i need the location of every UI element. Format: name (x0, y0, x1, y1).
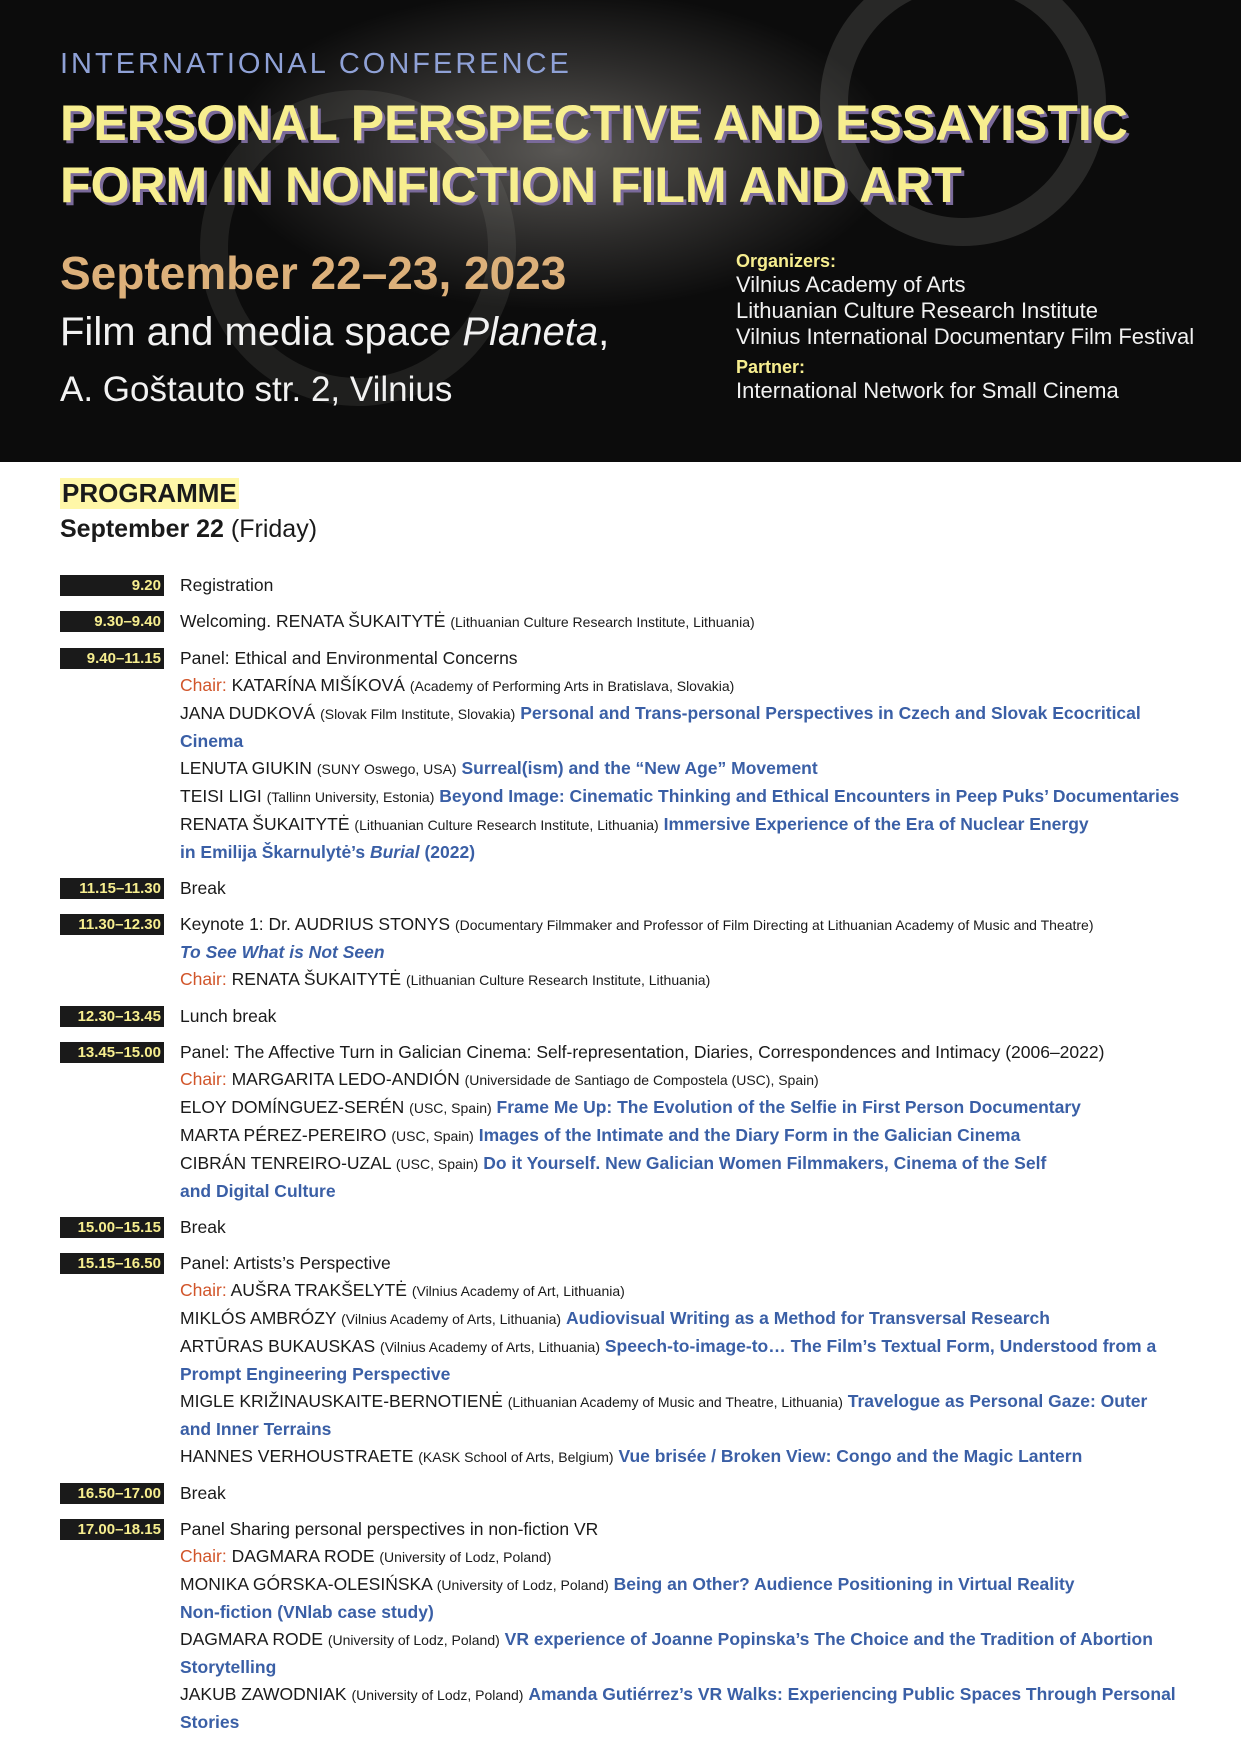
session-title-line (180, 1039, 1190, 1066)
session-row (60, 608, 1210, 636)
session-row (60, 572, 1210, 599)
speaker-affiliation: (Vilnius Academy of Arts, Lithuania) (341, 1311, 562, 1327)
session-content (180, 911, 1190, 994)
talk-item (180, 1571, 1190, 1599)
session-content (180, 1039, 1190, 1205)
chair-affiliation: (Lithuanian Culture Research Institute, Lithuania) (405, 972, 711, 988)
session-affiliation: (Documentary Filmmaker and Professor of Film Directing at Lithuanian Academy of Music and Theatre) (454, 917, 1094, 933)
session-time: 17.00–18.15 (60, 1519, 164, 1540)
session-time: 9.20 (60, 575, 164, 596)
session-time: 13.45–15.00 (60, 1042, 164, 1063)
session-row (60, 645, 1210, 866)
chair-name: RENATA ŠUKAITYTĖ (231, 969, 402, 989)
speaker-affiliation: (Vilnius Academy of Arts, Lithuania) (380, 1339, 600, 1355)
talk-item (180, 1122, 1190, 1150)
talk-title: Being an Other? Audience Positioning in Virtual Reality (613, 1574, 1075, 1594)
talk-item (180, 1333, 1190, 1361)
talk-title: Amanda Gutiérrez’s VR Walks: Experiencing Public Spaces Through Personal Stories (180, 1684, 1176, 1732)
talk-title: Do it Yourself. New Galician Women Filmmakers, Cinema of the Self (483, 1153, 1047, 1173)
session-content (180, 572, 1190, 599)
speaker-affiliation: (USC, Spain) (391, 1128, 474, 1144)
session-title-line (180, 608, 1190, 636)
session-title-line (180, 1214, 1190, 1241)
chair-affiliation: (Universidade de Santiago de Compostela (USC), Spain) (464, 1072, 819, 1088)
talk-title-part: and Digital Culture (180, 1181, 336, 1201)
session-row (60, 1250, 1210, 1471)
session-title: Welcoming. RENATA ŠUKAITYTĖ (180, 611, 446, 631)
chair-label: Chair: (180, 969, 227, 989)
speaker-name: DAGMARA RODE (180, 1629, 323, 1649)
talk-title: Audiovisual Writing as a Method for Transversal Research (565, 1308, 1050, 1328)
session-content (180, 1480, 1190, 1507)
header-banner (0, 0, 1241, 462)
organizers-label: Organizers: (736, 251, 837, 271)
talk-title-part: Non-fiction (VNlab case study) (180, 1602, 434, 1622)
chair-label: Chair: (180, 1069, 227, 1089)
session-title: Keynote 1: Dr. AUDRIUS STONYS (180, 914, 451, 934)
session-title: Break (180, 1217, 226, 1237)
talk-title-continued (180, 1654, 1190, 1681)
speaker-name: RENATA ŠUKAITYTĖ (180, 814, 350, 834)
session-time: 9.30–9.40 (60, 611, 164, 632)
session-title: Panel: Artists’s Perspective (180, 1253, 391, 1273)
speaker-affiliation: (USC, Spain) (395, 1156, 479, 1172)
chair-affiliation: (University of Lodz, Poland) (379, 1549, 552, 1565)
organizer: Vilnius Academy of Arts (736, 272, 966, 297)
session-affiliation: (Lithuanian Culture Research Institute, Lithuania) (450, 614, 755, 630)
session-title-line (180, 1516, 1190, 1543)
speaker-name: ELOY DOMÍNGUEZ-SERÉN (180, 1097, 405, 1117)
organizers-block (736, 250, 1194, 404)
talk-title: Surreal(ism) and the “New Age” Movement (461, 758, 818, 778)
talk-title-italic: Burial (369, 842, 420, 862)
chair-line (180, 1066, 1190, 1094)
speaker-affiliation: (University of Lodz, Poland) (436, 1577, 609, 1593)
session-content (180, 1516, 1190, 1736)
session-title-line (180, 1003, 1190, 1030)
talk-title-continued (180, 839, 1190, 866)
talk-title-continued (180, 1416, 1190, 1443)
session-content (180, 1003, 1190, 1030)
talk-item (180, 1443, 1190, 1471)
speaker-affiliation: (USC, Spain) (409, 1100, 492, 1116)
talk-title: Frame Me Up: The Evolution of the Selfie in First Person Documentary (496, 1097, 1081, 1117)
organizer: Lithuanian Culture Research Institute (736, 298, 1098, 323)
organizer: Vilnius International Documentary Film Festival (736, 324, 1195, 349)
chair-line (180, 672, 1190, 700)
talk-item (180, 1094, 1190, 1122)
chair-name: AUŠRA TRAKŠELYTĖ (230, 1280, 407, 1300)
speaker-affiliation: (Lithuanian Academy of Music and Theatre, Lithuania) (507, 1394, 843, 1410)
speaker-name: TEISI LIGI (180, 786, 262, 806)
conference-date: September 22–23, 2023 (60, 247, 567, 299)
speaker-name: JANA DUDKOVÁ (180, 703, 316, 723)
session-time: 11.30–12.30 (60, 914, 164, 935)
speaker-affiliation: (Lithuanian Culture Research Institute, Lithuania) (354, 817, 659, 833)
session-row (60, 1516, 1210, 1736)
speaker-name: MIGLE KRIŽINAUSKAITE-BERNOTIENĖ (180, 1391, 503, 1411)
partner: International Network for Small Cinema (736, 378, 1119, 403)
talk-item (180, 783, 1190, 811)
talk-item (180, 1388, 1190, 1416)
speaker-name: MONIKA GÓRSKA-OLESIŃSKA (180, 1574, 432, 1594)
session-title: Panel: Ethical and Environmental Concerns (180, 648, 518, 668)
chair-line (180, 966, 1190, 994)
chair-line (180, 1543, 1190, 1571)
session-content (180, 608, 1190, 636)
talk-item (180, 1681, 1190, 1736)
chair-label: Chair: (180, 675, 227, 695)
conference-kicker: INTERNATIONAL CONFERENCE (60, 48, 572, 80)
speaker-name: JAKUB ZAWODNIAK (180, 1684, 347, 1704)
speaker-name: LENUTA GIUKIN (180, 758, 312, 778)
session-content (180, 1250, 1190, 1471)
talk-title-part: and Inner Terrains (180, 1419, 332, 1439)
chair-affiliation: (Vilnius Academy of Art, Lithuania) (411, 1283, 625, 1299)
talk-item (180, 1305, 1190, 1333)
chair-label: Chair: (180, 1546, 227, 1566)
talk-item (180, 700, 1190, 755)
talk-item (180, 1150, 1190, 1178)
talk-item (180, 755, 1190, 783)
talk-title: Beyond Image: Cinematic Thinking and Ethical Encounters in Peep Puks’ Documentaries (439, 786, 1180, 806)
session-title: Break (180, 878, 226, 898)
keynote-title: To See What is Not Seen (180, 942, 385, 962)
speaker-name: ARTŪRAS BUKAUSKAS (180, 1336, 376, 1356)
chair-affiliation: (Academy of Performing Arts in Bratislava, Slovakia) (409, 678, 735, 694)
chair-name: MARGARITA LEDO-ANDIÓN (231, 1069, 460, 1089)
partner-label: Partner: (736, 357, 806, 377)
session-row (60, 1039, 1210, 1205)
session-time: 9.40–11.15 (60, 648, 164, 669)
speaker-affiliation: (University of Lodz, Poland) (351, 1687, 524, 1703)
talk-item (180, 811, 1190, 839)
programme-heading: PROGRAMME (62, 478, 237, 508)
session-row (60, 1480, 1210, 1507)
talk-title-part: in Emilija Škarnulytė’s (180, 842, 370, 862)
session-content (180, 645, 1190, 866)
speaker-name: MARTA PÉREZ-PEREIRO (180, 1125, 387, 1145)
talk-title: VR experience of Joanne Popinska’s The Choice and the Tradition of Abortion (504, 1629, 1153, 1649)
session-title-line (180, 875, 1190, 902)
session-title: Registration (180, 575, 274, 595)
talk-title-continued (180, 1361, 1190, 1388)
talk-title: Images of the Intimate and the Diary Form in the Galician Cinema (478, 1125, 1021, 1145)
session-time: 12.30–13.45 (60, 1006, 164, 1027)
session-title-line (180, 1480, 1190, 1507)
talk-title: Travelogue as Personal Gaze: Outer (847, 1391, 1148, 1411)
day-heading: September 22 (Friday) (60, 515, 318, 543)
talk-title: Speech-to-image-to… The Film’s Textual Form, Understood from a (604, 1336, 1157, 1356)
schedule (60, 572, 1210, 1745)
speaker-affiliation: (SUNY Oswego, USA) (316, 761, 457, 777)
session-row (60, 1214, 1210, 1241)
chair-line (180, 1277, 1190, 1305)
speaker-affiliation: (University of Lodz, Poland) (327, 1632, 500, 1648)
talk-title-part: Prompt Engineering Perspective (180, 1364, 451, 1384)
talk-title: Immersive Experience of the Era of Nuclear Energy (663, 814, 1089, 834)
session-time: 15.15–16.50 (60, 1253, 164, 1274)
session-content (180, 1214, 1190, 1241)
conference-title: PERSONAL PERSPECTIVE AND ESSAYISTIC FORM IN NONFICTION FILM AND ART (60, 95, 1128, 213)
session-time: 15.00–15.15 (60, 1217, 164, 1238)
talk-title-part: (2022) (419, 842, 476, 862)
talk-item (180, 1626, 1190, 1654)
chair-name: DAGMARA RODE (231, 1546, 375, 1566)
session-title-line (180, 645, 1190, 672)
speaker-name: MIKLÓS AMBRÓZY (180, 1308, 337, 1328)
session-title: Lunch break (180, 1006, 277, 1026)
session-row (60, 911, 1210, 994)
talk-title: Personal and Trans-personal Perspectives in Czech and Slovak Ecocritical Cinema (180, 703, 1141, 751)
talk-title-part: Storytelling (180, 1657, 277, 1677)
session-row (60, 1003, 1210, 1030)
speaker-affiliation: (KASK School of Arts, Belgium) (418, 1449, 614, 1465)
session-title-line (180, 572, 1190, 599)
session-time: 11.15–11.30 (60, 878, 164, 899)
address: A. Goštauto str. 2, Vilnius (60, 370, 453, 409)
chair-name: KATARÍNA MIŠÍKOVÁ (231, 675, 405, 695)
talk-title: Vue brisée / Broken View: Congo and the Magic Lantern (618, 1446, 1083, 1466)
speaker-affiliation: (Slovak Film Institute, Slovakia) (320, 706, 516, 722)
speaker-affiliation: (Tallinn University, Estonia) (266, 789, 435, 805)
session-content (180, 875, 1190, 902)
session-title: Panel Sharing personal perspectives in non-fiction VR (180, 1519, 599, 1539)
session-title-line (180, 911, 1190, 939)
chair-label: Chair: (180, 1280, 227, 1300)
session-row (60, 875, 1210, 902)
speaker-name: HANNES VERHOUSTRAETE (180, 1446, 414, 1466)
session-time: 16.50–17.00 (60, 1483, 164, 1504)
venue: Film and media space Planeta, (60, 310, 610, 354)
session-title: Panel: The Affective Turn in Galician Cinema: Self-representation, Diaries, Correspondences and Intimacy (2006–2022) (180, 1042, 1105, 1062)
talk-title-continued (180, 1599, 1190, 1626)
session-title-line (180, 1250, 1190, 1277)
session-title: Break (180, 1483, 226, 1503)
speaker-name: CIBRÁN TENREIRO-UZAL (180, 1153, 391, 1173)
talk-title-continued (180, 1178, 1190, 1205)
